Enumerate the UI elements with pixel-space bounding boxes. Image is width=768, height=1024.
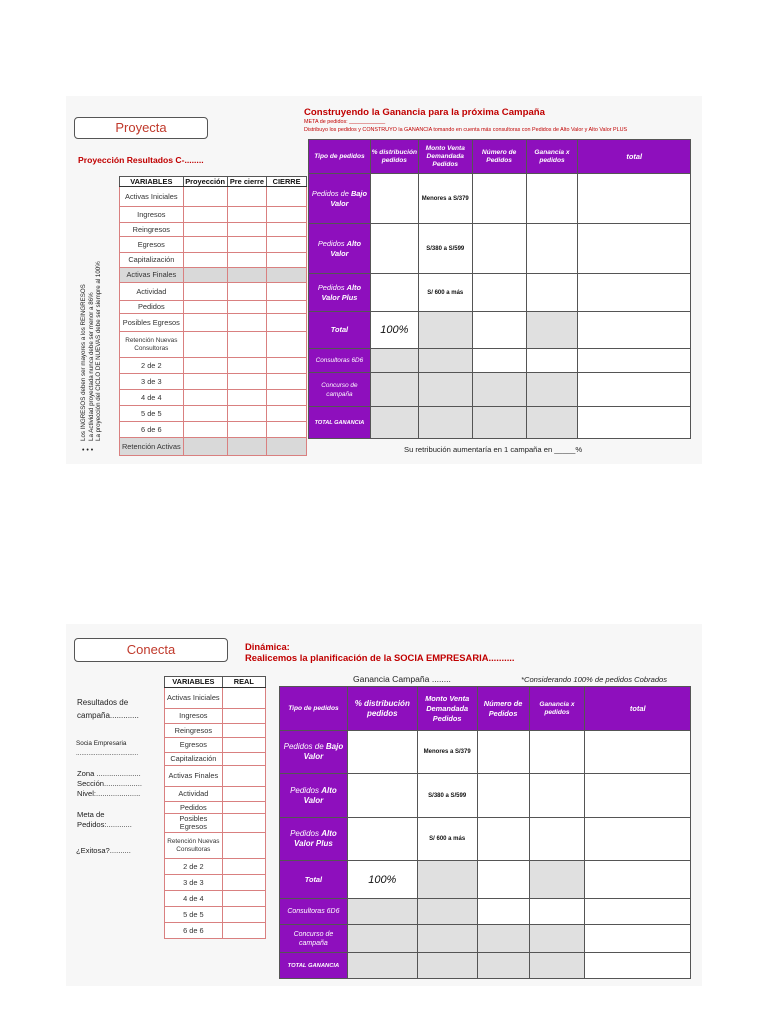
var-label: Pedidos xyxy=(120,301,184,314)
row-total: Total xyxy=(309,312,371,349)
total-pct: 100% xyxy=(370,312,418,349)
col-precierre: Pre cierre xyxy=(227,177,267,187)
var-label: Capitalización xyxy=(165,753,223,766)
socia-dots: ................................... xyxy=(76,750,139,757)
zona-field: Zona ..................... xyxy=(77,769,141,778)
col-variables: VARIABLES xyxy=(165,677,223,688)
hdr-tipo: Tipo de pedidos xyxy=(280,687,348,731)
row-alto-valor-plus: Pedidos Alto Valor Plus xyxy=(309,274,371,312)
variables-table-2 xyxy=(164,676,266,939)
var-label: Actividad xyxy=(165,787,223,802)
var-label: 5 de 5 xyxy=(165,907,223,923)
var-label: 3 de 3 xyxy=(165,875,223,891)
var-label: 6 de 6 xyxy=(165,923,223,939)
nivel-field: Nivel:..................... xyxy=(77,789,141,798)
var-label: Reingresos xyxy=(120,223,184,237)
var-label: Activas Iniciales xyxy=(165,688,223,709)
hdr-ganancia: Ganancia x pedidos xyxy=(526,140,578,174)
ganancia-table-2 xyxy=(279,686,691,979)
var-label: 4 de 4 xyxy=(165,891,223,907)
monto-alto: S/380 a S/599 xyxy=(418,224,472,274)
note-ingresos: Los INGRESOS deben ser mayores a los REINGRESOS xyxy=(80,284,87,441)
row-alto-valor: Pedidos Alto Valor xyxy=(280,774,348,818)
var-label: Egresos xyxy=(165,738,223,753)
row-consultoras: Consultoras 6D6 xyxy=(309,349,371,373)
row-concurso: Concurso de campaña xyxy=(309,373,371,407)
monto-plus: S/ 600 a más xyxy=(417,818,477,861)
footer-retribucion: Su retribución aumentaría en 1 campaña en _____% xyxy=(404,445,583,454)
var-label: Posibles Egresos xyxy=(165,814,223,833)
var-label: Ingresos xyxy=(120,207,184,223)
section-title: Proyección Resultados C-........ xyxy=(78,155,204,165)
var-label: Activas Iniciales xyxy=(120,187,184,207)
hdr-tipo: Tipo de pedidos xyxy=(309,140,371,174)
var-label: Reingresos xyxy=(165,724,223,738)
main-title: Construyendo la Ganancia para la próxima Campaña xyxy=(304,107,545,118)
note-actividad: La Actividad proyectada nunca debe ser menor a 86% xyxy=(87,292,95,441)
ganancia-table-1 xyxy=(308,139,691,439)
var-label: Activas Finales xyxy=(120,268,184,283)
hdr-monto: Monto Venta Demandada Pedidos xyxy=(418,140,472,174)
dinamica-title: Dinámica: xyxy=(245,641,290,652)
hdr-numero: Número de Pedidos xyxy=(472,140,526,174)
var-label: 6 de 6 xyxy=(120,422,184,438)
seccion-field: Sección.................. xyxy=(77,779,142,788)
resultados-campana: Resultados de campaña............. xyxy=(77,698,139,720)
slide-conecta xyxy=(66,624,702,986)
hdr-monto: Monto Venta Demandada Pedidos xyxy=(417,687,477,731)
monto-bajo: Menores a S/379 xyxy=(418,174,472,224)
col-variables: VARIABLES xyxy=(120,177,184,187)
col-proyeccion: Proyección xyxy=(183,177,227,187)
var-label: Retención Nuevas Consultoras xyxy=(120,332,184,358)
monto-alto: S/380 a S/599 xyxy=(417,774,477,818)
var-label: Ingresos xyxy=(165,709,223,724)
var-label: Posibles Egresos xyxy=(120,314,184,332)
hdr-total: total xyxy=(578,140,691,174)
row-total-ganancia: TOTAL GANANCIA xyxy=(280,953,348,979)
hdr-ganancia: Ganancia x pedidos xyxy=(529,687,585,731)
row-alto-valor: Pedidos Alto Valor xyxy=(309,224,371,274)
dinamica-subtitle: Realicemos la planificación de la SOCIA EMPRESARIA.......... xyxy=(245,652,515,663)
var-label: 5 de 5 xyxy=(120,406,184,422)
col-cierre: CIERRE xyxy=(267,177,307,187)
variables-table-1 xyxy=(119,176,307,456)
ganancia-campana: Ganancia Campaña ........ xyxy=(353,674,451,684)
dots: • • • xyxy=(82,447,94,454)
total-pct: 100% xyxy=(347,861,417,899)
conecta-badge: Conecta xyxy=(74,638,228,662)
row-total-ganancia: TOTAL GANANCIA xyxy=(309,407,371,439)
hdr-distribucion: % distribución pedidos xyxy=(370,140,418,174)
exitosa-field: ¿Exitosa?.......... xyxy=(76,846,131,855)
considerando-note: *Considerando 100% de pedidos Cobrados xyxy=(521,675,668,684)
hdr-total: total xyxy=(585,687,691,731)
row-alto-valor-plus: Pedidos Alto Valor Plus xyxy=(280,818,348,861)
meta-pedidos: Meta de Pedidos:............ xyxy=(77,810,132,829)
var-label: Pedidos xyxy=(165,802,223,814)
var-label: Retención Nuevas Consultoras xyxy=(165,833,223,859)
hdr-numero: Número de Pedidos xyxy=(477,687,529,731)
row-total: Total xyxy=(280,861,348,899)
rotated-notes xyxy=(80,261,103,441)
var-label: 2 de 2 xyxy=(165,859,223,875)
row-bajo-valor: Pedidos de Bajo Valor xyxy=(309,174,371,224)
row-bajo-valor: Pedidos de Bajo Valor xyxy=(280,731,348,774)
intro-line: Distribuyo los pedidos y CONSTRUYO la GANANCIA tomando en cuenta más consultoras con Pedidos de Alto Valor y Alto Valor PLUS xyxy=(304,127,628,133)
note-ciclo: La proyección del CICLO DE NUEVAS debe ser siempre al 100% xyxy=(95,261,102,441)
col-real: REAL xyxy=(222,677,265,688)
proyecta-badge: Proyecta xyxy=(74,117,208,139)
var-label: Activas Finales xyxy=(165,766,223,787)
var-label: Actividad xyxy=(120,283,184,301)
socia-empresaria: Socia Empresaria xyxy=(76,740,127,747)
var-label: 4 de 4 xyxy=(120,390,184,406)
monto-bajo: Menores a S/379 xyxy=(417,731,477,774)
var-label: Retención Activas xyxy=(120,438,184,456)
var-label: 3 de 3 xyxy=(120,374,184,390)
var-label: Egresos xyxy=(120,237,184,253)
var-label: Capitalización xyxy=(120,253,184,268)
row-consultoras: Consultoras 6D6 xyxy=(280,899,348,925)
hdr-distribucion: % distribución pedidos xyxy=(347,687,417,731)
monto-plus: S/ 600 a más xyxy=(418,274,472,312)
meta-line: META de pedidos: ____________ xyxy=(304,119,386,125)
row-concurso: Concurso de campaña xyxy=(280,925,348,953)
var-label: 2 de 2 xyxy=(120,358,184,374)
slide-proyecta xyxy=(66,96,702,464)
